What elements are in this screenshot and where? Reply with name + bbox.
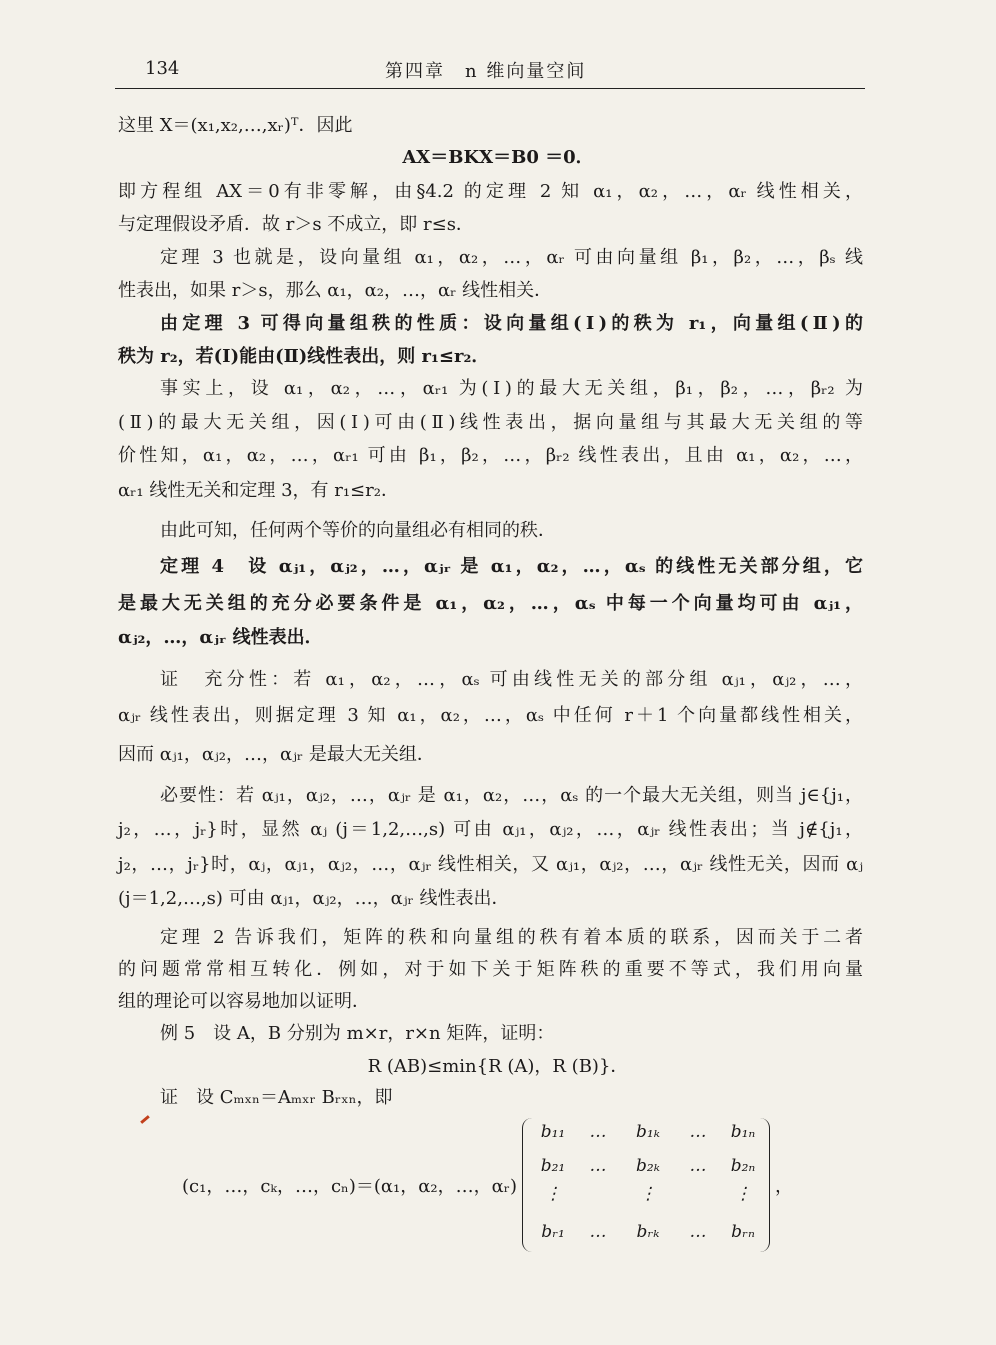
- matrix-cell: …: [589, 1122, 607, 1142]
- text-line: 即方程组 AX＝0有非零解，由§4.2 的定理 2 知 α₁，α₂，…，αᵣ 线性相关，: [118, 181, 863, 202]
- matrix-cell: b₂₁: [540, 1156, 566, 1176]
- text-line: 事实上，设 α₁，α₂，…，αᵣ₁ 为(Ⅰ)的最大无关组，β₁，β₂，…，βᵣ₂ 为: [160, 378, 863, 399]
- matrix-cell: bᵣₙ: [731, 1222, 755, 1242]
- matrix-cell: …: [589, 1222, 607, 1242]
- page-number: 134: [145, 58, 180, 79]
- matrix-cell: ⋮: [544, 1184, 562, 1204]
- matrix-cell: b₁₁: [540, 1122, 566, 1142]
- matrix-cell: …: [589, 1156, 607, 1176]
- text-line: 与定理假设矛盾．故 r＞s 不成立，即 r≤s．: [118, 214, 474, 235]
- proof-line: αⱼᵣ 线性表出，则据定理 3 知 α₁，α₂，…，αₛ 中任何 r＋1 个向量都线性相关，: [118, 705, 863, 726]
- text-line: 这里 X＝(x₁,x₂,…,xᵣ)ᵀ．因此: [118, 115, 353, 136]
- text-line: αᵣ₁ 线性无关和定理 3，有 r₁≤r₂．: [118, 480, 399, 501]
- matrix-cell: b₁ₙ: [730, 1122, 756, 1142]
- text-line: 价性知，α₁，α₂，…，αᵣ₁ 可由 β₁，β₂，…，βᵣ₂ 线性表出，且由 α₁，α₂，…，: [118, 445, 863, 466]
- matrix-cell: b₁ₖ: [636, 1122, 660, 1142]
- matrix-equation-left: (c₁，…，cₖ，…，cₙ)＝(α₁，α₂，…，αᵣ): [182, 1176, 518, 1197]
- theorem-4-statement: 定理 4 设 αⱼ₁，αⱼ₂，…，αⱼᵣ 是 α₁，α₂，…，αₛ 的线性无关部分组，它: [160, 556, 863, 577]
- matrix-cell: ⋮: [734, 1184, 752, 1204]
- inequality-line: R (AB)≤min{R (A)，R (B)}．: [367, 1056, 629, 1077]
- text-line: 的问题常常相互转化．例如，对于如下关于矩阵秩的重要不等式，我们用向量: [118, 959, 863, 980]
- matrix-cell: b₂ₙ: [730, 1156, 756, 1176]
- matrix-trailing-comma: ，: [775, 1176, 793, 1197]
- text-line: 定理 3 也就是，设向量组 α₁，α₂，…，αᵣ 可由向量组 β₁，β₂，…，βₛ 线: [160, 247, 863, 268]
- text-line: 性表出，如果 r＞s，那么 α₁，α₂，…，αᵣ 线性相关．: [118, 280, 553, 301]
- matrix-cell: b₂ₖ: [636, 1156, 660, 1176]
- text-line: 由此可知，任何两个等价的向量组必有相同的秩．: [160, 520, 556, 541]
- matrix-cell: …: [689, 1222, 707, 1242]
- equation-line: AX＝BKX＝B0 ＝0．: [402, 147, 594, 168]
- text-line: 定理 2 告诉我们，矩阵的秩和向量组的秩有着本质的联系，因而关于二者: [160, 927, 863, 948]
- property-statement: 由定理 3 可得向量组秩的性质：设向量组(Ⅰ)的秩为 r₁，向量组(Ⅱ)的: [160, 313, 863, 334]
- theorem-4-statement: 是最大无关组的充分必要条件是 α₁，α₂，…，αₛ 中每一个向量均可由 αⱼ₁，: [118, 593, 863, 614]
- text-line: (Ⅱ)的最大无关组，因(Ⅰ)可由(Ⅱ)线性表出，据向量组与其最大无关组的等: [118, 412, 863, 433]
- coefficient-matrix: [522, 1118, 770, 1252]
- proof-line: j₂，…，jᵣ}时，显然 αⱼ (j＝1,2,…,s) 可由 αⱼ₁，αⱼ₂，…，αⱼᵣ 线性表出；当 j∉{j₁，: [118, 819, 863, 840]
- matrix-cell: …: [689, 1156, 707, 1176]
- matrix-cell: bᵣₖ: [636, 1222, 660, 1242]
- proof-line: (j＝1,2,…,s) 可由 αⱼ₁，αⱼ₂，…，αⱼᵣ 线性表出．: [118, 888, 510, 909]
- pen-mark: [140, 1115, 150, 1124]
- matrix-cell: bᵣ₁: [541, 1222, 565, 1242]
- proof-line: 证 设 Cₘₓₙ＝Aₘₓᵣ Bᵣₓₙ，即: [160, 1087, 393, 1108]
- matrix-cell: ⋮: [639, 1184, 657, 1204]
- proof-line: 因而 αⱼ₁，αⱼ₂，…，αⱼᵣ 是最大无关组．: [118, 744, 435, 765]
- chapter-title: 第四章 n 维向量空间: [385, 61, 587, 82]
- proof-line: 证 充分性：若 α₁，α₂，…，αₛ 可由线性无关的部分组 αⱼ₁，αⱼ₂，…，: [160, 669, 863, 690]
- example-5-statement: 例 5 设 A，B 分别为 m×r，r×n 矩阵，证明：: [160, 1023, 555, 1044]
- text-line: 组的理论可以容易地加以证明．: [118, 991, 370, 1012]
- theorem-4-statement: αⱼ₂，…，αⱼᵣ 线性表出．: [118, 627, 323, 648]
- proof-line: j₂，…，jᵣ}时，αⱼ，αⱼ₁，αⱼ₂，…，αⱼᵣ 线性相关，又 αⱼ₁，αⱼ₂，…，αⱼᵣ 线性无关，因而 αⱼ: [118, 854, 863, 875]
- proof-line: 必要性：若 αⱼ₁，αⱼ₂，…，αⱼᵣ 是 α₁，α₂，…，αₛ 的一个最大无关组，则当 j∈{j₁，: [160, 785, 863, 806]
- matrix-cell: …: [689, 1122, 707, 1142]
- property-statement: 秩为 r₂，若(Ⅰ)能由(Ⅱ)线性表出，则 r₁≤r₂．: [118, 346, 490, 367]
- page-header: [115, 52, 865, 89]
